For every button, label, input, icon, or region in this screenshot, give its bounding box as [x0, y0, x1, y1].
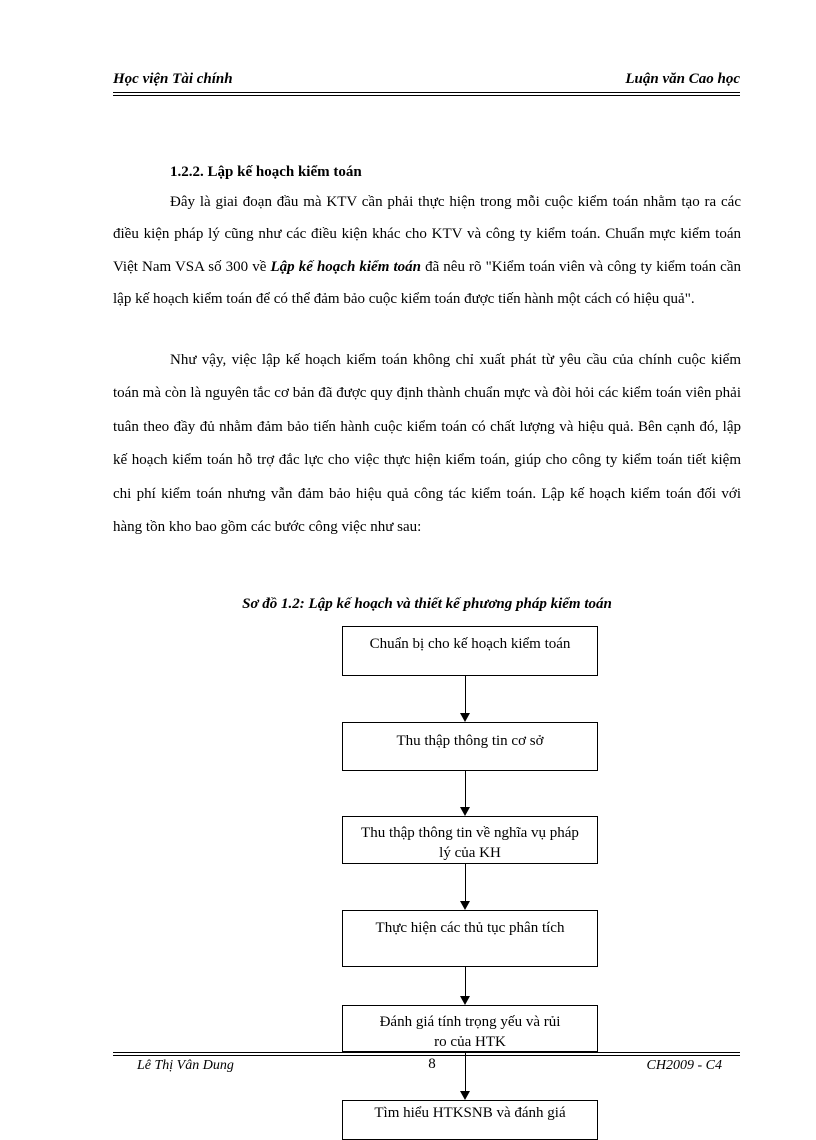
- paragraph-1-text-b: đã nêu rõ "Kiểm toán viên và công ty kiểm toán cần lập kế hoạch kiểm toán để có thể đảm bảo cuộc kiểm toán được tiến hành một cách có hiệu quả".: [113, 258, 741, 307]
- flow-connector-1: [465, 676, 466, 714]
- flow-connector-2: [465, 771, 466, 808]
- footer-author: Lê Thị Vân Dung: [137, 1058, 234, 1073]
- diagram-caption: Sơ đồ 1.2: Lập kế hoạch và thiết kế phương pháp kiểm toán: [242, 596, 612, 612]
- footer-code: CH2009 - C4: [646, 1058, 722, 1073]
- flow-step-1: Chuẩn bị cho kế hoạch kiểm toán: [342, 626, 598, 676]
- flow-arrow-1: [460, 713, 470, 722]
- flow-arrow-5: [460, 1091, 470, 1100]
- footer-rule-top: [113, 1052, 740, 1053]
- paragraph-2-text: Như vậy, việc lập kế hoạch kiểm toán không chỉ xuất phát từ yêu cầu của chính cuộc kiểm toán mà còn là nguyên tắc cơ bản đã được quy định thành chuẩn mực và đòi hỏi các kiểm toán viên phải tuân theo đầy đủ nhằm đảm bảo tiến hành cuộc kiểm toán có chất lượng và hiệu quả. Bên cạnh đó, lập kế hoạch kiểm toán hỗ trợ đắc lực cho việc thực hiện kiểm toán, giúp cho công ty kiểm toán tiết kiệm chi phí kiểm toán nhưng vẫn đảm bảo hiệu quả công tác kiểm toán. Lập kế hoạch kiểm toán đối với hàng tồn kho bao gồm các bước công việc như sau:: [113, 352, 741, 536]
- paragraph-1: [113, 186, 741, 315]
- flow-connector-4: [465, 967, 466, 997]
- flow-arrow-2: [460, 807, 470, 816]
- flow-connector-3: [465, 864, 466, 902]
- flow-arrow-3: [460, 901, 470, 910]
- flow-step-2: Thu thập thông tin cơ sở: [342, 722, 598, 771]
- flow-step-4: Thực hiện các thủ tục phân tích: [342, 910, 598, 967]
- flow-step-3: Thu thập thông tin về nghĩa vụ pháp lý của KH: [342, 816, 598, 864]
- paragraph-1-emphasis: Lập kế hoạch kiểm toán: [270, 258, 421, 275]
- flow-step-5: Đánh giá tính trọng yếu và rủi ro của HTK: [342, 1005, 598, 1052]
- paragraph-2: [113, 344, 741, 544]
- footer-page-number: 8: [428, 1056, 436, 1072]
- header-doc-type: Luận văn Cao học: [625, 71, 740, 87]
- paragraph-1-text-a: Đây là giai đoạn đầu mà KTV cần phải thực hiện trong mỗi cuộc kiểm toán nhằm tạo ra các điều kiện pháp lý cũng như các điều kiện khác cho KTV và công ty kiểm toán. Chuẩn mực kiểm toán Việt Nam VSA số 300 về: [113, 194, 741, 275]
- header-institution: Học viện Tài chính: [113, 71, 233, 87]
- header-rule-top: [113, 92, 740, 93]
- flow-arrow-4: [460, 996, 470, 1005]
- header-rule-bottom: [113, 95, 740, 96]
- section-heading: 1.2.2. Lập kế hoạch kiểm toán: [170, 164, 362, 180]
- flow-connector-5: [465, 1052, 466, 1092]
- flow-step-6: Tìm hiểu HTKSNB và đánh giá: [342, 1100, 598, 1140]
